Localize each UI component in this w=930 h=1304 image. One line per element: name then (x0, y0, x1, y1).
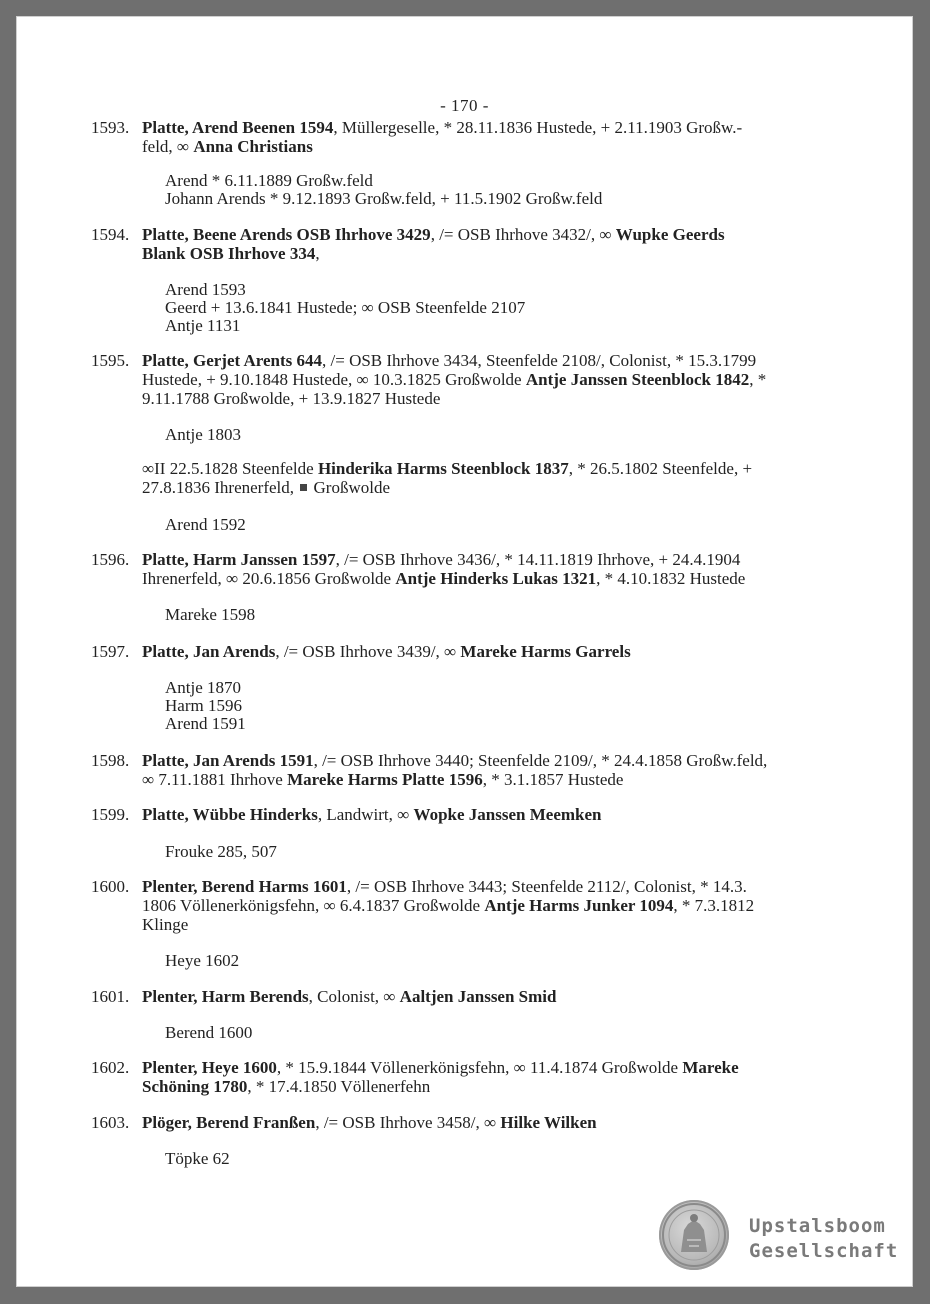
page-number: - 170 - (440, 96, 489, 115)
seal-graphic (659, 1200, 729, 1270)
entry-details: , /= OSB Ihrhove 3436/, * 14.11.1819 Ihrhove, + 24.4.1904 (335, 550, 741, 569)
entry-name: Platte, Jan Arends 1591 (142, 751, 314, 770)
child-line: Antje 1870 (165, 678, 242, 697)
entry-details: Ihrenerfeld, ∞ 20.6.1856 Großwolde (142, 569, 396, 588)
child-line: Mareke 1598 (165, 605, 256, 624)
entry-details: , * 7.3.1812 (673, 896, 755, 915)
burial-square-icon (300, 484, 307, 491)
child-line: Berend 1600 (165, 1023, 253, 1042)
entry-details: , /= OSB Ihrhove 3439/, ∞ (275, 642, 461, 661)
entry-details: , Landwirt, ∞ (317, 805, 414, 824)
entry-number: 1593. (91, 118, 130, 137)
spouse-name: Antje Janssen Steenblock 1842 (525, 370, 750, 389)
entry-text (142, 351, 842, 408)
marriage-details: ∞II 22.5.1828 Steenfelde (142, 459, 318, 478)
entry-name: Platte, Harm Janssen 1597 (142, 550, 336, 569)
child-line: Geerd + 13.6.1841 Hustede; ∞ OSB Steenfelde 2107 (165, 298, 526, 317)
brand-text (749, 1214, 909, 1264)
spouse-name: Antje Harms Junker 1094 (484, 896, 674, 915)
entry-details: , /= OSB Ihrhove 3458/, ∞ (315, 1113, 501, 1132)
spouse-name: Antje Hinderks Lukas 1321 (395, 569, 597, 588)
entry-details: 9.11.1788 Großwolde, + 13.9.1827 Hustede (142, 389, 441, 408)
entry-details: Klinge (142, 915, 189, 934)
entry-text (142, 987, 842, 1006)
spouse-name: Mareke (682, 1058, 739, 1077)
child-line: Heye 1602 (165, 951, 240, 970)
entry-details: , Müllergeselle, * 28.11.1836 Hustede, + 2.11.1903 Großw.- (333, 118, 743, 137)
spouse-name: Hinderika Harms Steenblock 1837 (317, 459, 569, 478)
entry-text (142, 805, 842, 824)
entry-details: Hustede, + 9.10.1848 Hustede, ∞ 10.3.1825 Großwolde (142, 370, 526, 389)
entry-details: feld, ∞ (142, 137, 194, 156)
entry-details: , * (749, 370, 767, 389)
spouse-name: Mareke Harms Platte 1596 (287, 770, 483, 789)
spouse-name: Blank OSB Ihrhove 334 (142, 244, 316, 263)
entry-details: , * 15.9.1844 Völlenerkönigsfehn, ∞ 11.4.1874 Großwolde (276, 1058, 683, 1077)
entry-text (142, 642, 842, 661)
entry-details: 1806 Völlenerkönigsfehn, ∞ 6.4.1837 Großwolde (142, 896, 485, 915)
entry-details: , (315, 244, 320, 263)
spouse-name: Hilke Wilken (500, 1113, 597, 1132)
entry-number: 1602. (91, 1058, 130, 1077)
seal-logo-icon (659, 1200, 729, 1270)
entry-text (142, 225, 842, 263)
entry-text (142, 1058, 842, 1096)
marriage-details: , * 26.5.1802 Steenfelde, + (568, 459, 753, 478)
child-line: Antje 1803 (165, 425, 242, 444)
entry-name: Platte, Wübbe Hinderks (142, 805, 318, 824)
entry-details: , /= OSB Ihrhove 3443; Steenfelde 2112/, Colonist, * 14.3. (346, 877, 747, 896)
entry-text (142, 877, 842, 934)
child-line: Arend 1592 (165, 515, 246, 534)
entry-number: 1597. (91, 642, 130, 661)
entry-number: 1594. (91, 225, 130, 244)
spouse-name: Schöning 1780 (142, 1077, 248, 1096)
spouse-name: Aaltjen Janssen Smid (399, 987, 557, 1006)
entry-number: 1595. (91, 351, 130, 370)
document-page (16, 16, 913, 1287)
entry-details: , /= OSB Ihrhove 3440; Steenfelde 2109/, * 24.4.1858 Großw.feld, (313, 751, 768, 770)
entry-text (142, 1113, 842, 1132)
child-line: Arend 1591 (165, 714, 246, 733)
entry-details: , /= OSB Ihrhove 3434, Steenfelde 2108/, Colonist, * 15.3.1799 (322, 351, 757, 370)
child-line: Antje 1131 (165, 316, 241, 335)
child-line: Töpke 62 (165, 1149, 230, 1168)
entry-text (142, 751, 842, 789)
entry-name: Plenter, Heye 1600 (142, 1058, 277, 1077)
brand-line: Gesellschaft (749, 1240, 899, 1262)
child-line: Arend 1593 (165, 280, 246, 299)
spouse-name: Anna Christians (193, 137, 313, 156)
entry-name: Plöger, Berend Franßen (142, 1113, 316, 1132)
entry-details: , /= OSB Ihrhove 3432/, ∞ (430, 225, 616, 244)
entry-name: Platte, Arend Beenen 1594 (142, 118, 334, 137)
entry-details: , * 4.10.1832 Hustede (596, 569, 746, 588)
entry-text (142, 118, 842, 156)
spouse-name: Mareke Harms Garrels (460, 642, 631, 661)
entry-number: 1600. (91, 877, 130, 896)
entry-details: , * 17.4.1850 Völlenerfehn (247, 1077, 431, 1096)
entry-name: Platte, Jan Arends (142, 642, 276, 661)
spouse-name: Wupke Geerds (615, 225, 725, 244)
child-line: Johann Arends * 9.12.1893 Großw.feld, + 11.5.1902 Großw.feld (165, 189, 603, 208)
entry-number: 1596. (91, 550, 130, 569)
entry-number: 1601. (91, 987, 130, 1006)
entry-name: Platte, Gerjet Arents 644 (142, 351, 323, 370)
child-line: Harm 1596 (165, 696, 242, 715)
entry-number: 1599. (91, 805, 130, 824)
marriage-details: 27.8.1836 Ihrenerfeld, (142, 478, 299, 497)
entry-details: , Colonist, ∞ (308, 987, 400, 1006)
entry-name: Plenter, Harm Berends (142, 987, 309, 1006)
brand-line: Upstalsboom (749, 1215, 886, 1237)
entry-details: , * 3.1.1857 Hustede (482, 770, 624, 789)
second-marriage (142, 459, 842, 497)
entry-name: Plenter, Berend Harms 1601 (142, 877, 347, 896)
entry-number: 1603. (91, 1113, 130, 1132)
entry-text (142, 550, 842, 588)
child-line: Arend * 6.11.1889 Großw.feld (165, 171, 373, 190)
entry-name: Platte, Beene Arends OSB Ihrhove 3429 (142, 225, 431, 244)
entry-details: ∞ 7.11.1881 Ihrhove (142, 770, 288, 789)
entry-number: 1598. (91, 751, 130, 770)
spouse-name: Wopke Janssen Meemken (413, 805, 602, 824)
marriage-details: Großwolde (309, 478, 390, 497)
child-line: Frouke 285, 507 (165, 842, 277, 861)
